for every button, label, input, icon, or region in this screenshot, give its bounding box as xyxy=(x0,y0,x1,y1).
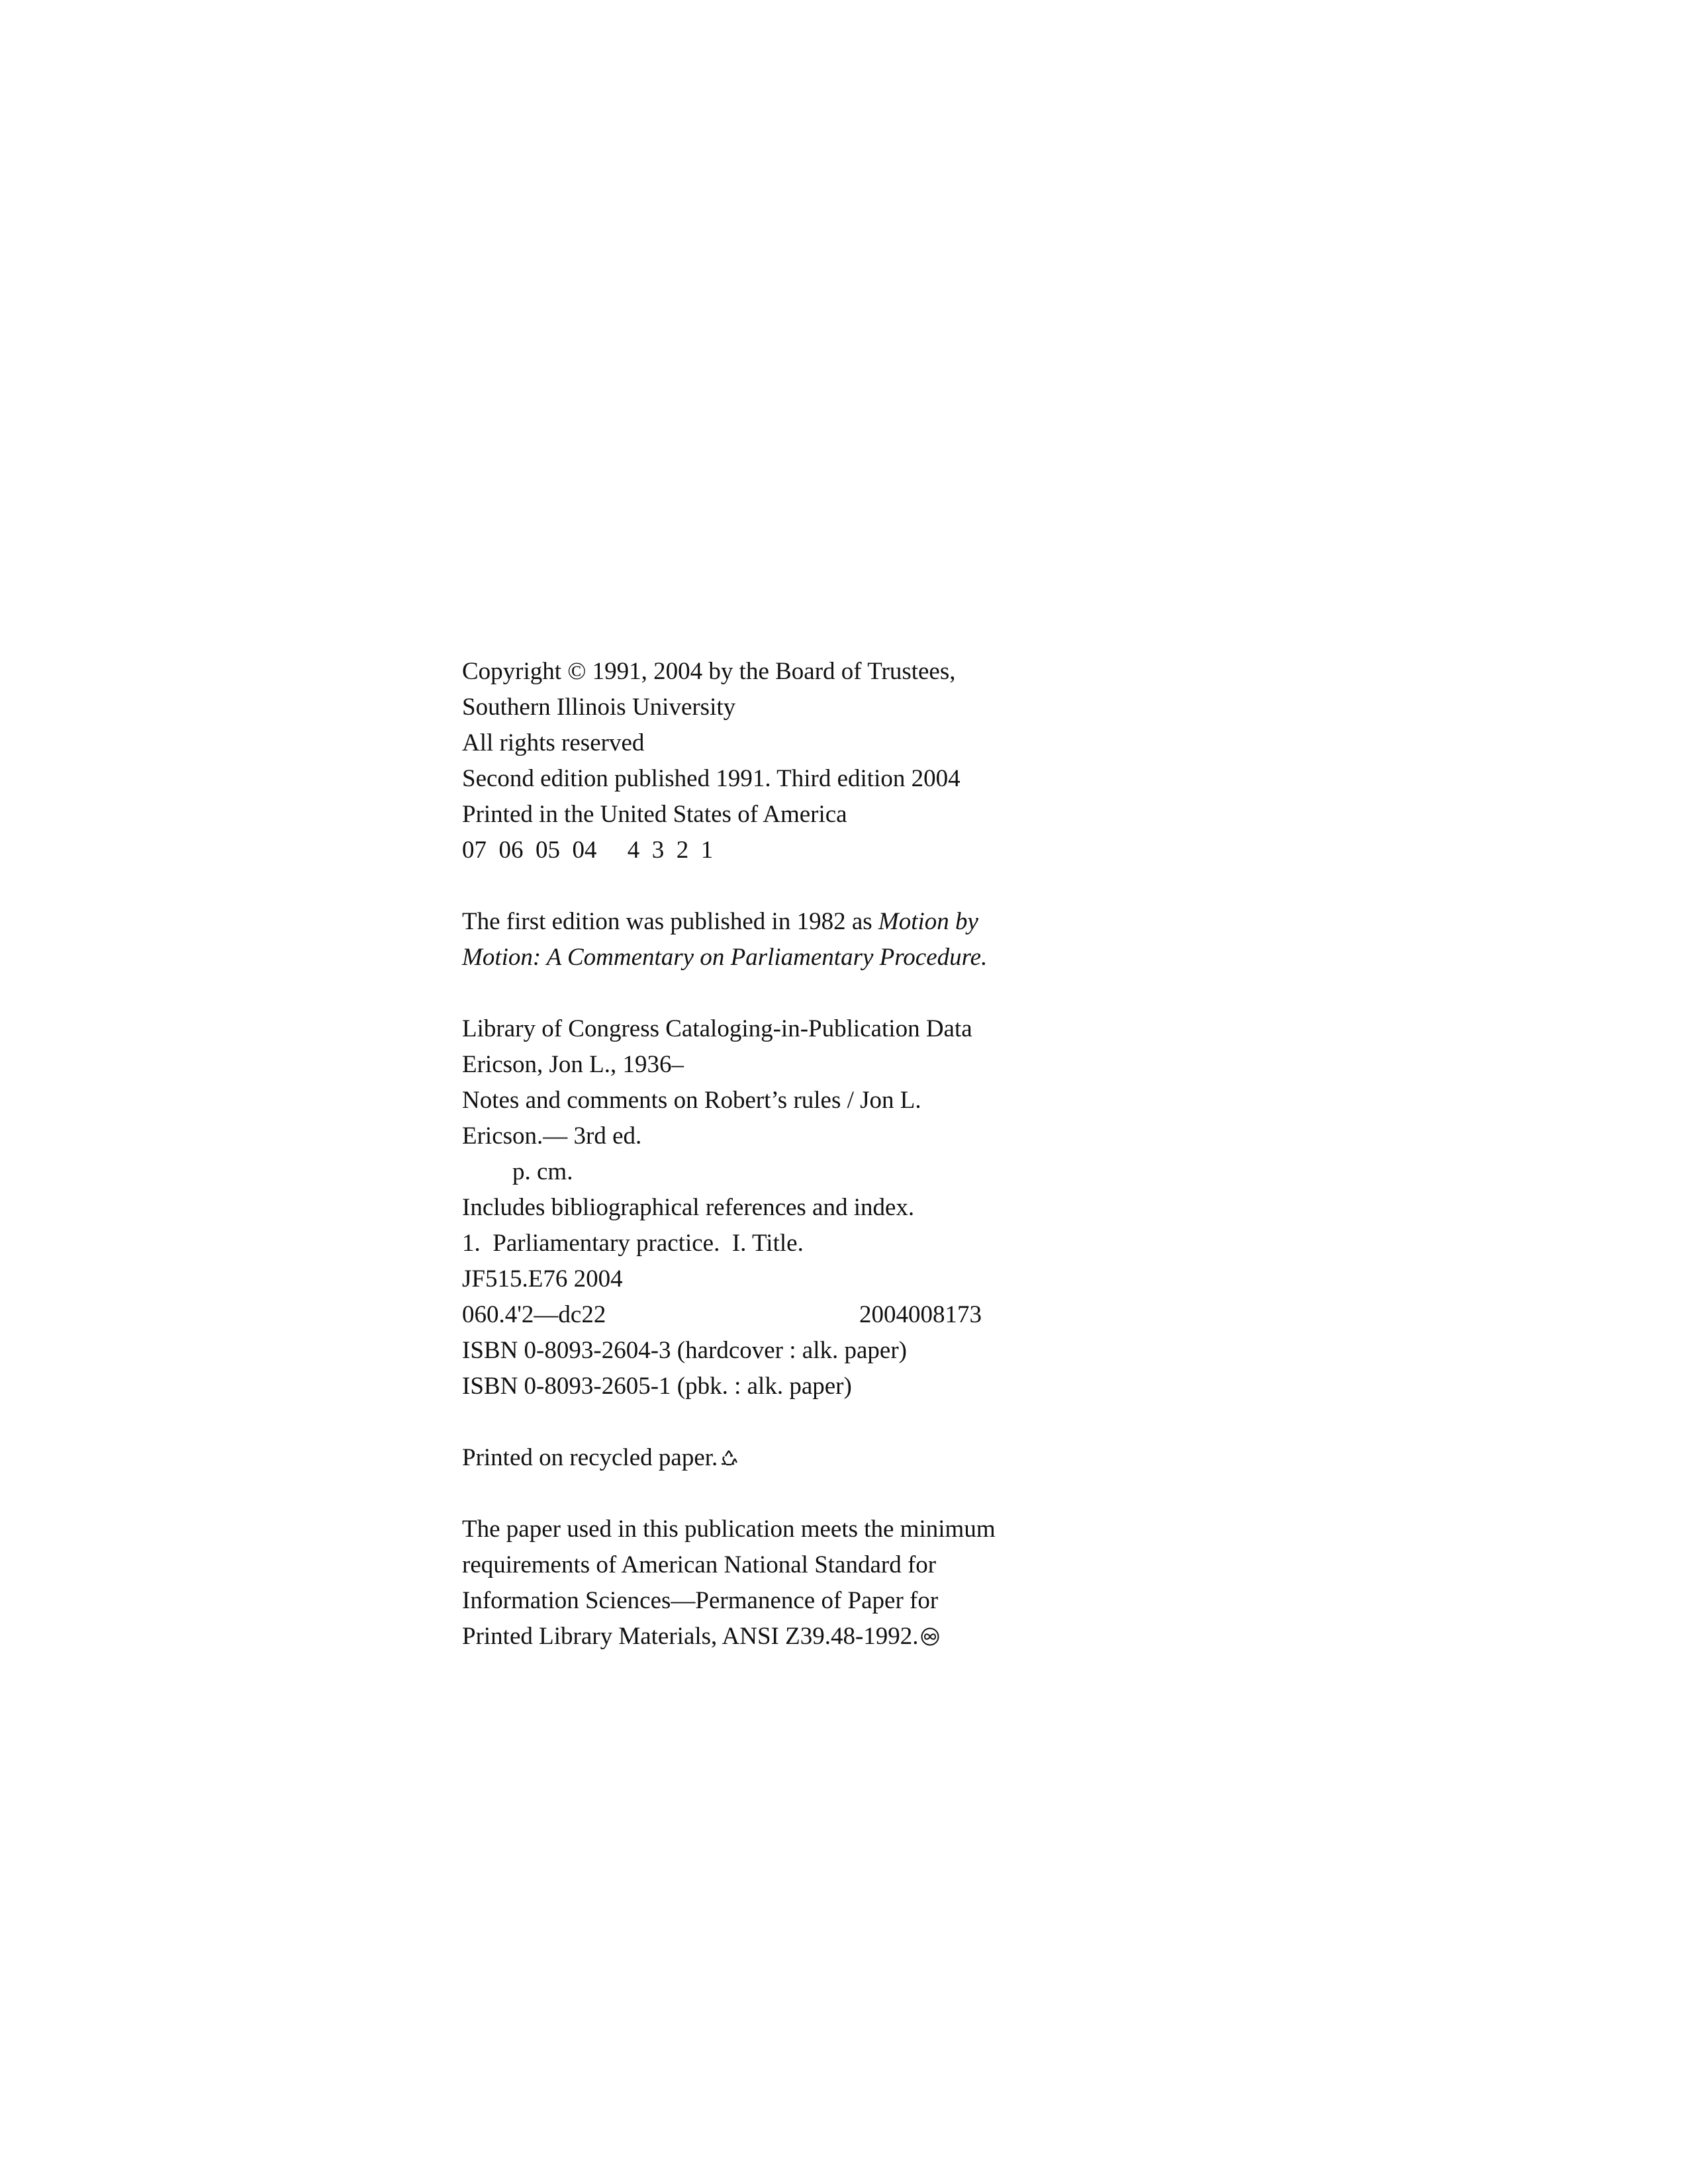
cip-dewey: 060.4'2—dc22 xyxy=(462,1301,606,1328)
cip-pcm: p. cm. xyxy=(512,1158,573,1185)
first-edition-line-1 xyxy=(462,904,1289,940)
paper-standard-line-4 xyxy=(462,1619,1289,1655)
cip-isbn-paperback: ISBN 0-8093-2605-1 (pbk. : alk. paper) xyxy=(462,1373,852,1400)
spacer xyxy=(462,1476,1289,1512)
paper-standard-line-3: Information Sciences—Permanence of Paper for xyxy=(462,1587,939,1614)
edition-line: Second edition published 1991. Third edition 2004 xyxy=(462,765,961,792)
cip-heading: Library of Congress Cataloging-in-Publication Data xyxy=(462,1015,972,1042)
cip-includes: Includes bibliographical references and index. xyxy=(462,1194,915,1221)
paper-standard-line-1: The paper used in this publication meets the minimum xyxy=(462,1516,996,1543)
paper-standard-line-2: requirements of American National Standard for xyxy=(462,1551,937,1578)
cip-title-line-2: Ericson.— 3rd ed. xyxy=(462,1122,642,1150)
cip-author: Ericson, Jon L., 1936– xyxy=(462,1051,684,1078)
printing-numbers: 07 06 05 04 4 3 2 1 xyxy=(462,837,714,864)
infinity-icon xyxy=(920,1627,940,1647)
cip-classification-row xyxy=(462,1297,1289,1333)
copyright-block xyxy=(462,654,1289,1655)
paper-standard-text: Printed Library Materials, ANSI Z39.48-1992. xyxy=(462,1623,919,1650)
recycled-text: Printed on recycled paper. xyxy=(462,1444,718,1471)
first-edition-title-part2: Motion: A Commentary on Parliamentary Procedure. xyxy=(462,944,988,971)
rights-line: All rights reserved xyxy=(462,729,645,756)
first-edition-prefix: The first edition was published in 1982 as xyxy=(462,908,878,935)
cip-lccn: 2004008173 xyxy=(859,1301,982,1328)
printed-in-line: Printed in the United States of America xyxy=(462,801,847,828)
spacer xyxy=(462,976,1289,1011)
recycled-line xyxy=(462,1440,1289,1476)
spacer xyxy=(462,868,1289,904)
spacer xyxy=(462,1404,1289,1440)
copyright-line: Copyright © 1991, 2004 by the Board of Trustees, xyxy=(462,658,956,685)
cip-isbn-hardcover: ISBN 0-8093-2604-3 (hardcover : alk. paper) xyxy=(462,1337,907,1364)
first-edition-title-part1: Motion by xyxy=(878,908,978,935)
cip-subject: 1. Parliamentary practice. I. Title. xyxy=(462,1230,804,1257)
recycle-icon xyxy=(719,1448,739,1468)
cip-call-number: JF515.E76 2004 xyxy=(462,1265,623,1293)
cip-title-line-1: Notes and comments on Robert’s rules / Jon L. xyxy=(462,1087,921,1114)
publisher-line: Southern Illinois University xyxy=(462,694,736,721)
